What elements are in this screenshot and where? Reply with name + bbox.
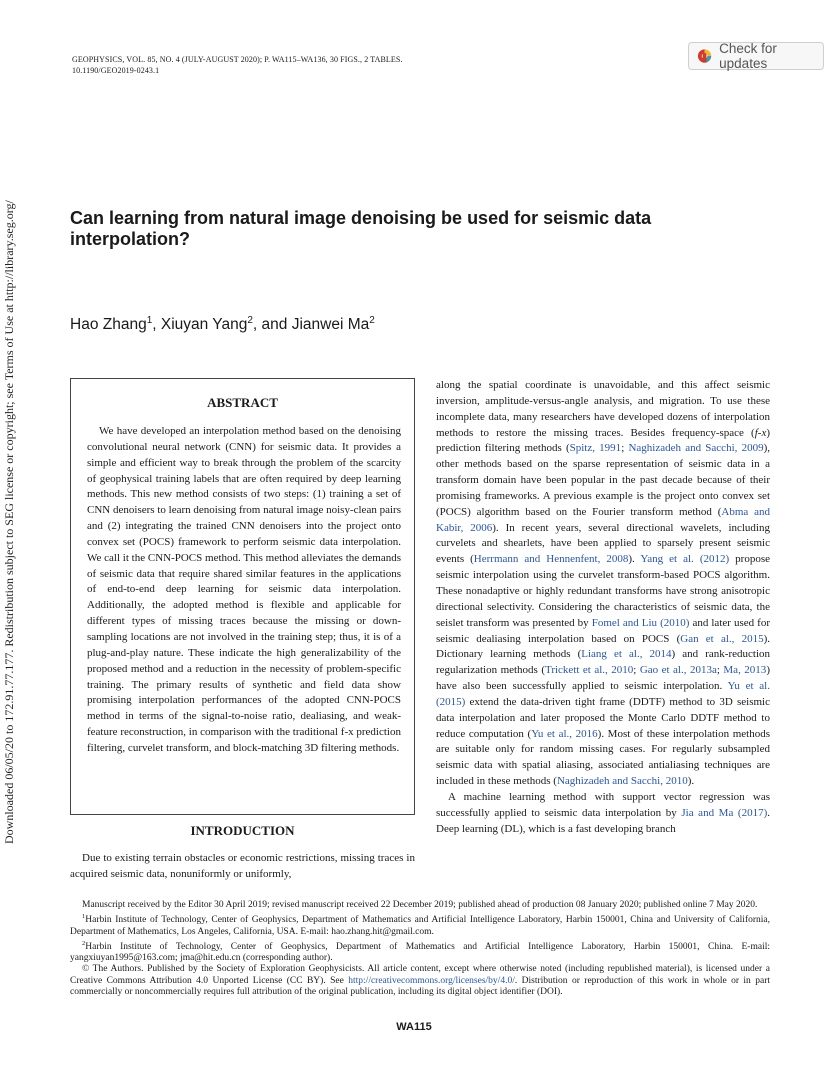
- paper-title: Can learning from natural image denoising be used for seismic data interpolation?: [70, 208, 652, 249]
- author-name: Hao Zhang: [70, 316, 147, 334]
- text-run: ) and rank-reduction regularization methods (: [436, 648, 770, 677]
- check-for-updates-button[interactable]: [688, 42, 824, 70]
- text-run: ;: [621, 442, 629, 455]
- text-run: extend the data-driven tight frame (DDTF) method to 3D seismic data interpolation and later proposed the Monte Carlo DDTF method to reduce computation (: [436, 695, 770, 740]
- citation-link[interactable]: Trickett et al., 2010: [545, 664, 634, 677]
- check-for-updates-label: Check for updates: [719, 41, 777, 71]
- footnotes: [70, 900, 770, 998]
- text-run: along the spatial coordinate is unavoidable, and this affect seismic inversion, amplitude-versus-angle analysis, and migration. To use these incomplete data, many researchers have developed dozens of interpolation methods to restore the missing traces. Besides frequency-space (: [436, 379, 770, 439]
- affiliation-marker: 1: [146, 315, 153, 326]
- license-text: © The Authors. Published by the Society of Exploration Geophysicists. All article content, except where otherwise noted (including republished material), is licensed under a Creative Commons Attribution 4.0 Unported License (CC BY). See: [70, 964, 770, 986]
- manuscript-note: Manuscript received by the Editor 30 April 2019; revised manuscript received 22 December 2019; published ahead of production 08 January 2020; published online 7 May 2020.: [82, 900, 758, 910]
- text-run: ) have also been successfully applied to seismic interpolation.: [436, 664, 770, 693]
- abstract-text: We have developed an interpolation method based on the denoising convolutional neural network (CNN) for seismic data. It provides a simple and efficient way to break through the problem of the scarcity of geophysical training labels that are often required by deep learning methods. This new method consists of two steps: (1) training a set of CNN denoisers to learn denoising from natural image noisy-clean pairs and (2) integrating the trained CNN denoisers into the project onto convex set (POCS) framework to perform seismic data interpolation. We call it the CNN-POCS method. This method alleviates the demands of seismic data that require shared similar features in the applications of end-to-end deep learning for seismic data interpolation. Additionally, the adopted method is flexible and applicable for different types of missing traces because the missing or down-sampling locations are not involved in the training step; thus, it is of a plug-and-play nature. These indicate the high generalizability of the proposed method and a reduction in the necessity of problem-specific training. The primary results of synthetic and field data show promising interpolation performances of the adopted CNN-POCS method in terms of the signal-to-noise ratio, dealiasing, and weak-feature reconstruction, in comparison with the traditional f-x prediction filtering, curvelet transform, and block-matching 3D filtering methods.: [87, 425, 401, 754]
- license-text: . Distribution or reproduction of this work in whole or in part commercially or noncommercially requires full attribution of the original publication, including its digital object identifier (DOI).: [70, 975, 770, 997]
- footnote-marker: 1: [82, 913, 86, 921]
- text-run: and later used for seismic dealiasing interpolation based on POCS (: [436, 616, 770, 645]
- body-paragraph: [436, 378, 770, 790]
- doi: 10.1190/GEO2019-0243.1: [72, 66, 160, 75]
- text-run: ). Dictionary learning methods (: [436, 632, 771, 661]
- citation-link[interactable]: Fomel and Liu (2010): [591, 616, 690, 629]
- affiliation-note-1: [70, 911, 770, 938]
- citation-link[interactable]: Abma and Kabir, 2006: [436, 505, 771, 534]
- author-separator: , and: [252, 316, 292, 334]
- citation-link[interactable]: Gao et al., 2013a: [639, 664, 717, 677]
- license-link[interactable]: http://creativecommons.org/licenses/by/4.0/: [348, 975, 515, 986]
- citation-link[interactable]: Naghizadeh and Sacchi, 2010: [556, 775, 688, 788]
- body-paragraph: [436, 790, 770, 838]
- license-note: [70, 964, 770, 998]
- author-name: Xiuyan Yang: [160, 316, 248, 334]
- author-separator: ,: [152, 316, 161, 334]
- introduction-text: Due to existing terrain obstacles or economic restrictions, missing traces in acquired seismic data, nonuniformly or uniformly,: [70, 852, 415, 880]
- affiliation-marker: 2: [369, 315, 375, 326]
- abstract-heading: ABSTRACT: [207, 395, 278, 410]
- affiliation-marker: 2: [247, 315, 253, 326]
- text-run: ;: [716, 664, 724, 677]
- citation-link[interactable]: Naghizadeh and Sacchi, 2009: [628, 442, 764, 455]
- text-run: ;: [633, 664, 640, 677]
- introduction-heading: INTRODUCTION: [190, 823, 295, 838]
- text-run: ). Most of these interpolation methods are suitable only for random missing cases. For regularly subsampled seismic data with spatial aliasing, associated antialiasing techniques are included in these methods (: [436, 727, 771, 788]
- download-notice: Downloaded 06/05/20 to 172.91.77.177. Redistribution subject to SEG license or copyright; see Terms of Use at http://library.seg.org/: [2, 200, 16, 844]
- citation-link[interactable]: Spitz, 1991: [569, 442, 622, 455]
- journal-header: [72, 54, 403, 76]
- text-run: . Deep learning (DL), which is a fast developing branch: [436, 806, 770, 835]
- page-number: WA115: [396, 1021, 432, 1033]
- affiliation-text: Harbin Institute of Technology, Center of Geophysics, Department of Mathematics and Artificial Intelligence Laboratory, Harbin 150001, China. E-mail: yangxiuyan1995@163.com; jma@hit.edu.cn (corresponding author).: [70, 941, 770, 964]
- text-run: ) prediction filtering methods (: [436, 426, 770, 455]
- citation-link[interactable]: Yu et al., 2016: [531, 727, 598, 740]
- right-column: [436, 378, 770, 837]
- citation-link[interactable]: Ma, 2013: [723, 664, 767, 677]
- author-name: Jianwei Ma: [291, 316, 370, 334]
- affiliation-note-2: [70, 938, 770, 965]
- citation-link[interactable]: Liang et al., 2014: [581, 648, 672, 661]
- footnote-marker: 2: [82, 939, 86, 947]
- text-run: A machine learning method with support vector regression was successfully applied to seismic data interpolation by: [436, 790, 770, 819]
- citation-link[interactable]: Jia and Ma (2017): [681, 806, 768, 819]
- crossmark-icon: [697, 48, 712, 64]
- citation-link[interactable]: Herrmann and Hennenfent, 2008: [473, 553, 629, 566]
- journal-citation: GEOPHYSICS, VOL. 85, NO. 4 (JULY-AUGUST 2020); P. WA115–WA136, 30 FIGS., 2 TABLES.: [72, 55, 403, 64]
- text-run: propose seismic interpolation using the curvelet transform-based POCS algorithm. These nonadaptive or highly redundant transforms have strong anisotropic directional selectivity. Considering the characteristics of seismic data, the seislet transform was presented by: [436, 553, 770, 629]
- citation-link[interactable]: Gan et al., 2015: [680, 632, 764, 645]
- text-run: ).: [687, 775, 695, 788]
- text-run: ). In recent years, several directional wavelets, including curvelets and shearlets, have been applied to sparsely present seismic events (: [436, 521, 770, 566]
- abstract-box: [70, 378, 415, 815]
- text-run: ).: [628, 553, 641, 566]
- citation-link[interactable]: Yu et al. (2015): [436, 680, 770, 708]
- text-run: ), other methods based on the sparse representation of seismic data in a transform domain have been popular in the past decade because of their promising frameworks. A previous example is the project onto convex set (POCS) algorithm based on the Fourier transform method (: [436, 442, 771, 518]
- italic-term: f-x: [754, 426, 767, 439]
- citation-link[interactable]: Yang et al. (2012): [640, 553, 730, 566]
- affiliation-text: Harbin Institute of Technology, Center of Geophysics, Department of Mathematics and Artificial Intelligence Laboratory, Harbin 150001, China and University of California, Department of Mathematics, Los Angeles, California, USA. E-mail: hao.zhang.hit@gmail.com.: [70, 915, 770, 937]
- author-list: [70, 312, 375, 334]
